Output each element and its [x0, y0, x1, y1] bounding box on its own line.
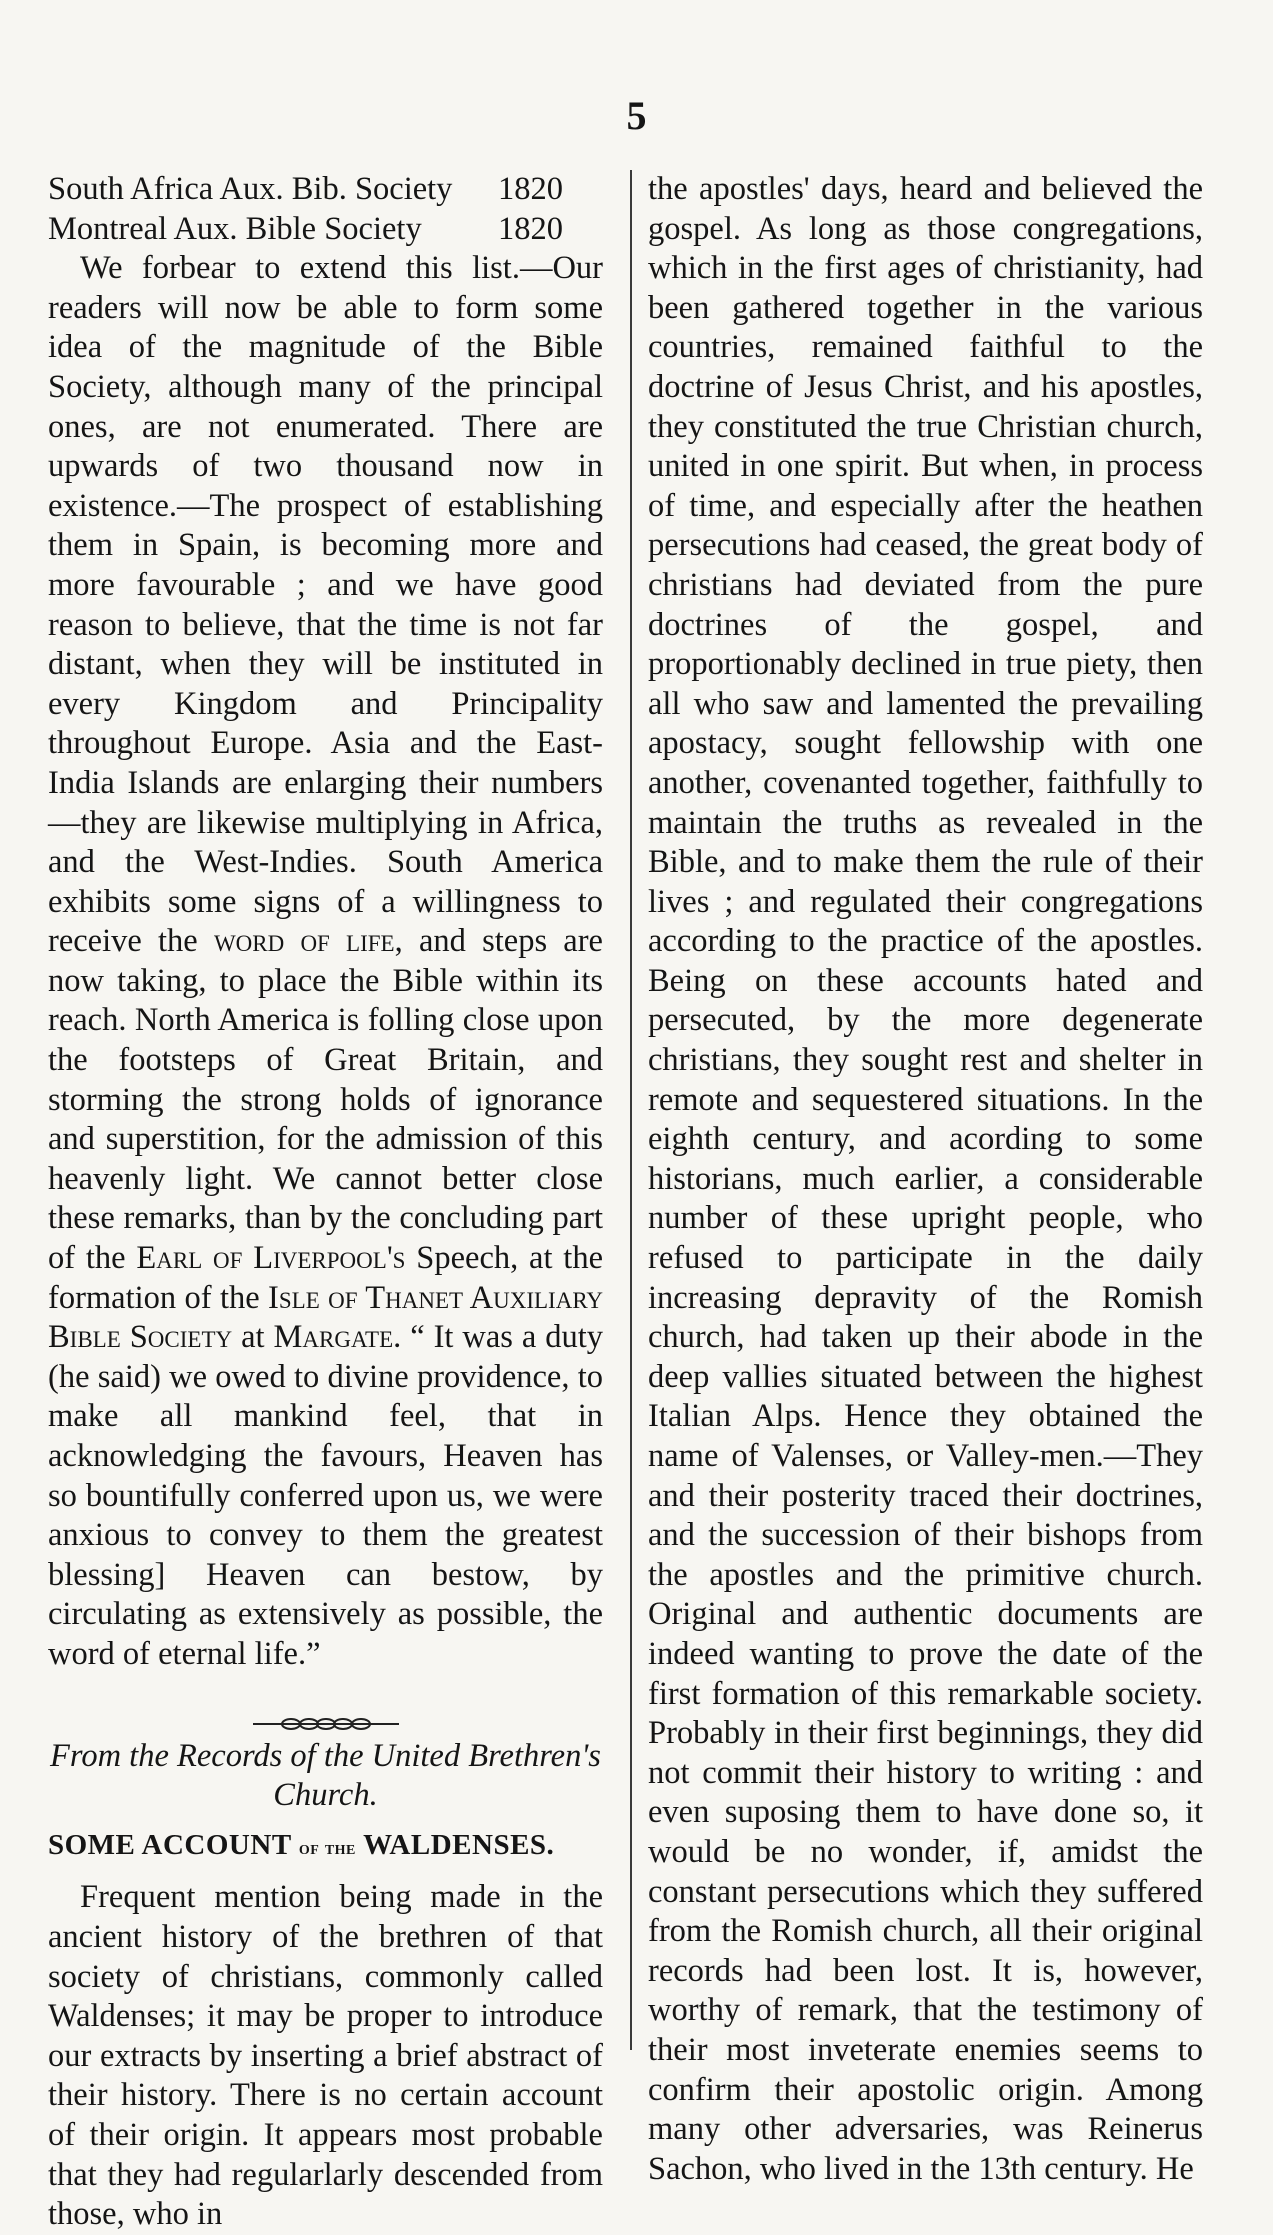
- article-title-part: WALDENSES.: [363, 1828, 555, 1861]
- left-column: [48, 170, 603, 2235]
- article-title-part: of the: [298, 1836, 356, 1859]
- waldenses-paragraph: Frequent mention being made in the ancient history of the brethren of that society of christians, commonly called Waldenses; it may be proper to introduce our extracts by inserting a brief abstract of their history. There is no certain account of their origin. It appears most probable that they had regularlarly descended from those, who in: [48, 1879, 603, 2233]
- bible-society-paragraph: [48, 249, 603, 1674]
- aux-society-year: 1820: [498, 210, 563, 247]
- ornamental-divider: [48, 1703, 603, 1719]
- society-name-smallcaps: Isle of Thanet Auxiliary Bible Society: [48, 1279, 604, 1356]
- speech-quote: “ It was a duty (he said) we owed to divine providence, to make all mankind feel, that in acknowledging the favours, Heaven has so bountifully conferred upon us, we were anxious to convey to them the greatest blessing] Heaven can bestow, by circulating as extensively as possible, the word of eternal life.”: [48, 1319, 604, 1672]
- paragraph-text: at: [241, 1319, 265, 1356]
- article-title-part: SOME ACCOUNT: [48, 1828, 292, 1861]
- aux-society-year: 1820: [498, 171, 563, 207]
- aux-society-name: South Africa Aux. Bib. Society: [48, 171, 453, 207]
- margate-smallcaps: Margate.: [273, 1319, 402, 1356]
- paragraph-text: Speech, at the formation of the: [48, 1240, 604, 1316]
- page-number: 5: [626, 93, 647, 138]
- earl-name-smallcaps: Earl of Liverpool's: [136, 1240, 406, 1277]
- article-source: From the Records of the United Brethren's Church.: [50, 1737, 601, 1814]
- ornament-icon: [251, 1716, 401, 1732]
- aux-society-row: [48, 170, 603, 210]
- aux-society-row: [48, 210, 603, 250]
- waldenses-history-text: the apostles' days, heard and believed the gospel. As long as those congregations, which in the first ages of christianity, had been gathered together in the various countries, remained faithful to the doctrine of Jesus Christ, and his apostles, they constituted the true Christian church, united in one spirit. But when, in process of time, and especially after the heathen persecutions had ceased, the great body of christians had deviated from the pure doctrines of the gospel, and proportionably declined in true piety, then all who saw and lamented the prevailing apostacy, sought fellowship with one another, covenanted together, faithfully to maintain the truths as revealed in the Bible, and to make them the rule of their lives ; and regulated their congregations according to the practice of the apostles. Being on these accounts hated and persecuted, by the more degenerate christians, they sought rest and shelter in remote and sequestered situations. In the eighth century, and acording to some historians, much earlier, a considerable number of these upright people, who refused to participate in the daily increasing depravity of the Romish church, had taken up their abode in the deep vallies situated between the highest Italian Alps. Hence they obtained the name of Valenses, or Valley-men.—They and their posterity traced their doctrines, and the succession of their bishops from the apostles and the primitive church. Original and authentic documents are indeed wanting to prove the date of the first formation of this remarkable society. Probably in their first beginnings, they did not commit their history to writing : and even suposing them to have done so, it would be no wonder, if, amidst the constant persecutions which they suffered from the Romish church, all their original records had been lost. It is, however, worthy of remark, that the testimony of their most inveterate enemies seems to confirm their apostolic origin. Among many other adversaries, was Reinerus Sachon, who lived in the 13th century. He: [648, 171, 1203, 2187]
- paragraph-text: and steps are now taking, to place the Bible within its reach. North America is folling close upon the footsteps of Great Britain, and storming the strong holds of ignorance and superstition, for the admission of this heavenly light. We cannot better close these remarks, than by the concluding part of the: [48, 923, 603, 1277]
- paragraph-text: We forbear to extend this list.—Our readers will now be able to form some idea of the magnitude of the Bible Society, although many of the principal ones, are not enumerated. There are upwards of two thousand now in existence.—The prospect of establishing them in Spain, is becoming more and more favourable ; and we have good reason to believe, that the time is not far distant, when they will be instituted in every Kingdom and Principality throughout Europe. Asia and the East-India Islands are enlarging their numbers—they are likewise multiplying in Africa, and the West-Indies. South America exhibits some signs of a willingness to receive the: [48, 250, 603, 960]
- right-column: [648, 170, 1203, 2189]
- article-title: [48, 1826, 603, 1869]
- word-of-life-smallcaps: word of life,: [213, 923, 403, 960]
- column-divider: [630, 170, 632, 2050]
- aux-society-name: Montreal Aux. Bible Society: [48, 210, 422, 247]
